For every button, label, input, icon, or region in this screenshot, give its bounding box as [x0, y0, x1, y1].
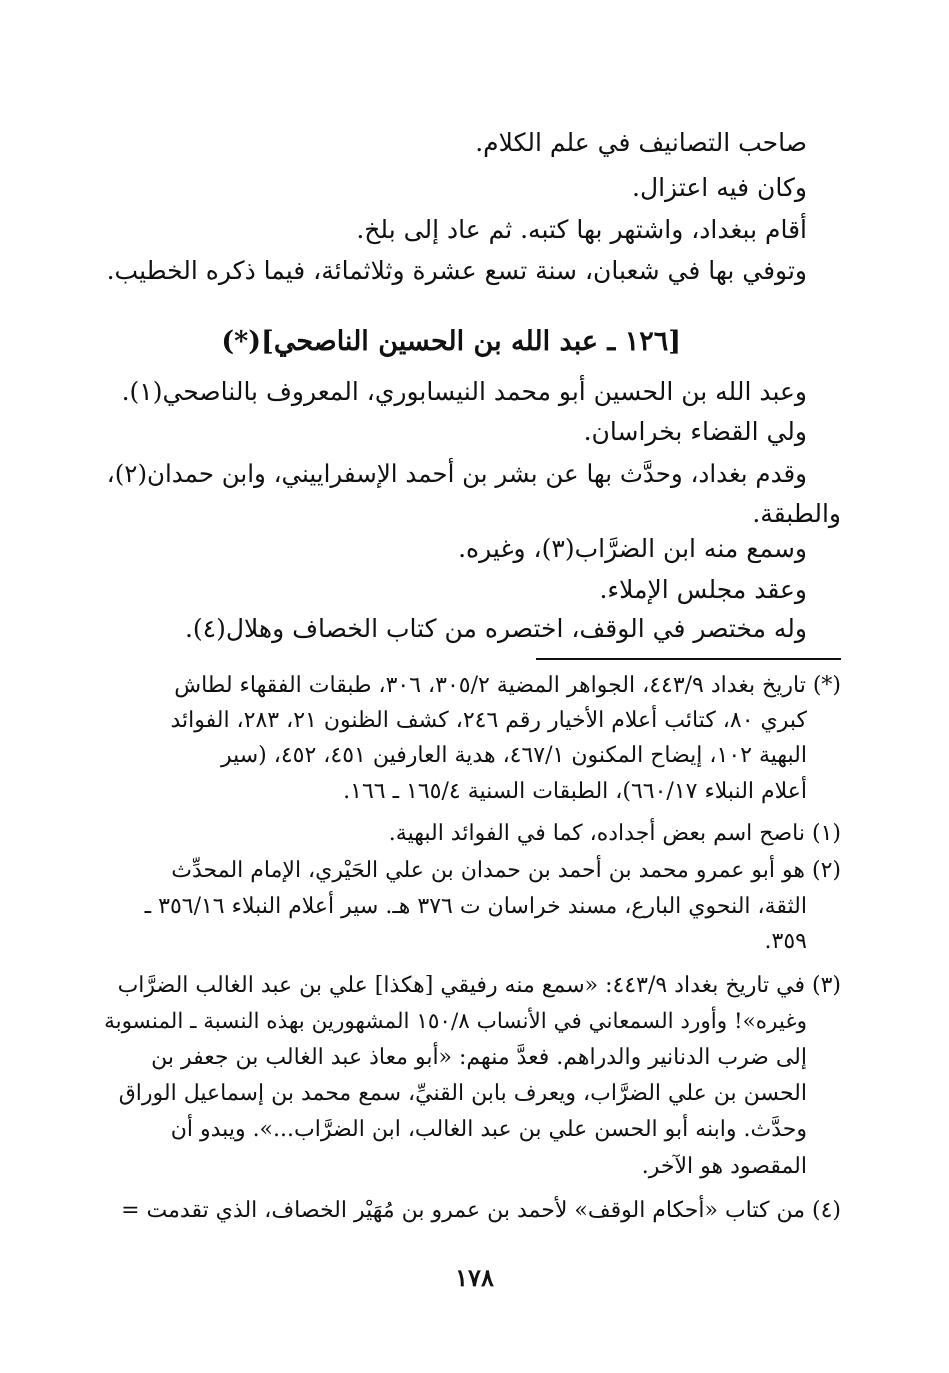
body-line: وكان فيه اعتزال.	[632, 173, 807, 202]
entry-line: وسمع منه ابن الضرَّاب(٣)، وغيره.	[458, 534, 807, 563]
footnote-line: الثقة، النحوي البارع، مسند خراسان ت ٣٧٦ هـ. سير أعلام النبلاء ٣٥٦/١٦ ـ	[144, 894, 807, 919]
footnote-line: ٣٥٩.	[764, 929, 807, 954]
body-line: صاحب التصانيف في علم الكلام.	[475, 128, 807, 157]
footnote-line: (*) تاريخ بغداد ٤٤٣/٩، الجواهر المضية ٣٠٥/٢، ٣٠٦، طبقات الفقهاء لطاش	[174, 673, 841, 698]
entry-line: وله مختصر في الوقف، اختصره من كتاب الخصاف وهلال(٤).	[184, 614, 807, 643]
entry-line: وعبد الله بن الحسين أبو محمد النيسابوري، المعروف بالناصحي(١).	[121, 377, 807, 406]
footnote-line: البهية ١٠٢، إيضاح المكنون ٤٦٧/١، هدية العارفين ٤٥١، ٤٥٢، (سير	[220, 743, 807, 768]
footnote-line: (٤) من كتاب «أحكام الوقف» لأحمد بن عمرو بن مُهَيْر الخصاف، الذي تقدمت =	[121, 1198, 841, 1223]
footnote-line: وحدَّث. وابنه أبو الحسن علي بن عبد الغالب، ابن الضرَّاب...». ويبدو أن	[170, 1117, 807, 1142]
footnote-line: المقصود هو الآخر.	[641, 1154, 807, 1179]
page-number: ١٧٨	[455, 1263, 494, 1292]
entry-line: وقدم بغداد، وحدَّث بها عن بشر بن أحمد الإسفراييني، وابن حمدان(٢)،	[106, 459, 807, 488]
footnote-line: إلى ضرب الدنانير والدراهم. فعدَّ منهم: «أبو معاذ عبد الغالب بن جعفر بن	[151, 1045, 807, 1070]
entry-line: ولي القضاء بخراسان.	[583, 417, 807, 446]
footnote-line: وغيره»! وأورد السمعاني في الأنساب ١٥٠/٨ المشهورين بهذه النسبة ـ المنسوبة	[104, 1009, 807, 1034]
entry-line: وعقد مجلس الإملاء.	[599, 575, 807, 604]
entry-line: والطبقة.	[752, 499, 841, 528]
footnote-line: (٣) في تاريخ بغداد ٤٤٣/٩: «سمع منه رفيقي [هكذا] علي بن عبد الغالب الضرَّاب	[117, 973, 841, 998]
footnote-line: كبري ٨٠، كتائب أعلام الأخيار رقم ٢٤٦، كشف الظنون ٢١، ٢٨٣، الفوائد	[170, 708, 807, 733]
footnote-line: (٢) هو أبو عمرو محمد بن أحمد بن حمدان بن علي الحَيْري، الإمام المحدِّث	[171, 858, 841, 883]
entry-heading: [١٢٦ ـ عبد الله بن الحسين الناصحي](*)	[221, 326, 681, 357]
footnote-separator	[536, 658, 841, 660]
footnote-line: أعلام النبلاء ٦٦٠/١٧)، الطبقات السنية ١٦٥/٤ ـ ١٦٦.	[343, 779, 807, 804]
footnote-line: الحسن بن علي الضرَّاب، ويعرف بابن القنيِّ، سمع محمد بن إسماعيل الوراق	[118, 1081, 807, 1106]
body-line: وتوفي بها في شعبان، سنة تسع عشرة وثلاثمائة، فيما ذكره الخطيب.	[106, 256, 807, 285]
footnote-line: (١) ناصح اسم بعض أجداده، كما في الفوائد البهية.	[388, 821, 841, 846]
body-line: أقام ببغداد، واشتهر بها كتبه. ثم عاد إلى بلخ.	[356, 215, 807, 244]
